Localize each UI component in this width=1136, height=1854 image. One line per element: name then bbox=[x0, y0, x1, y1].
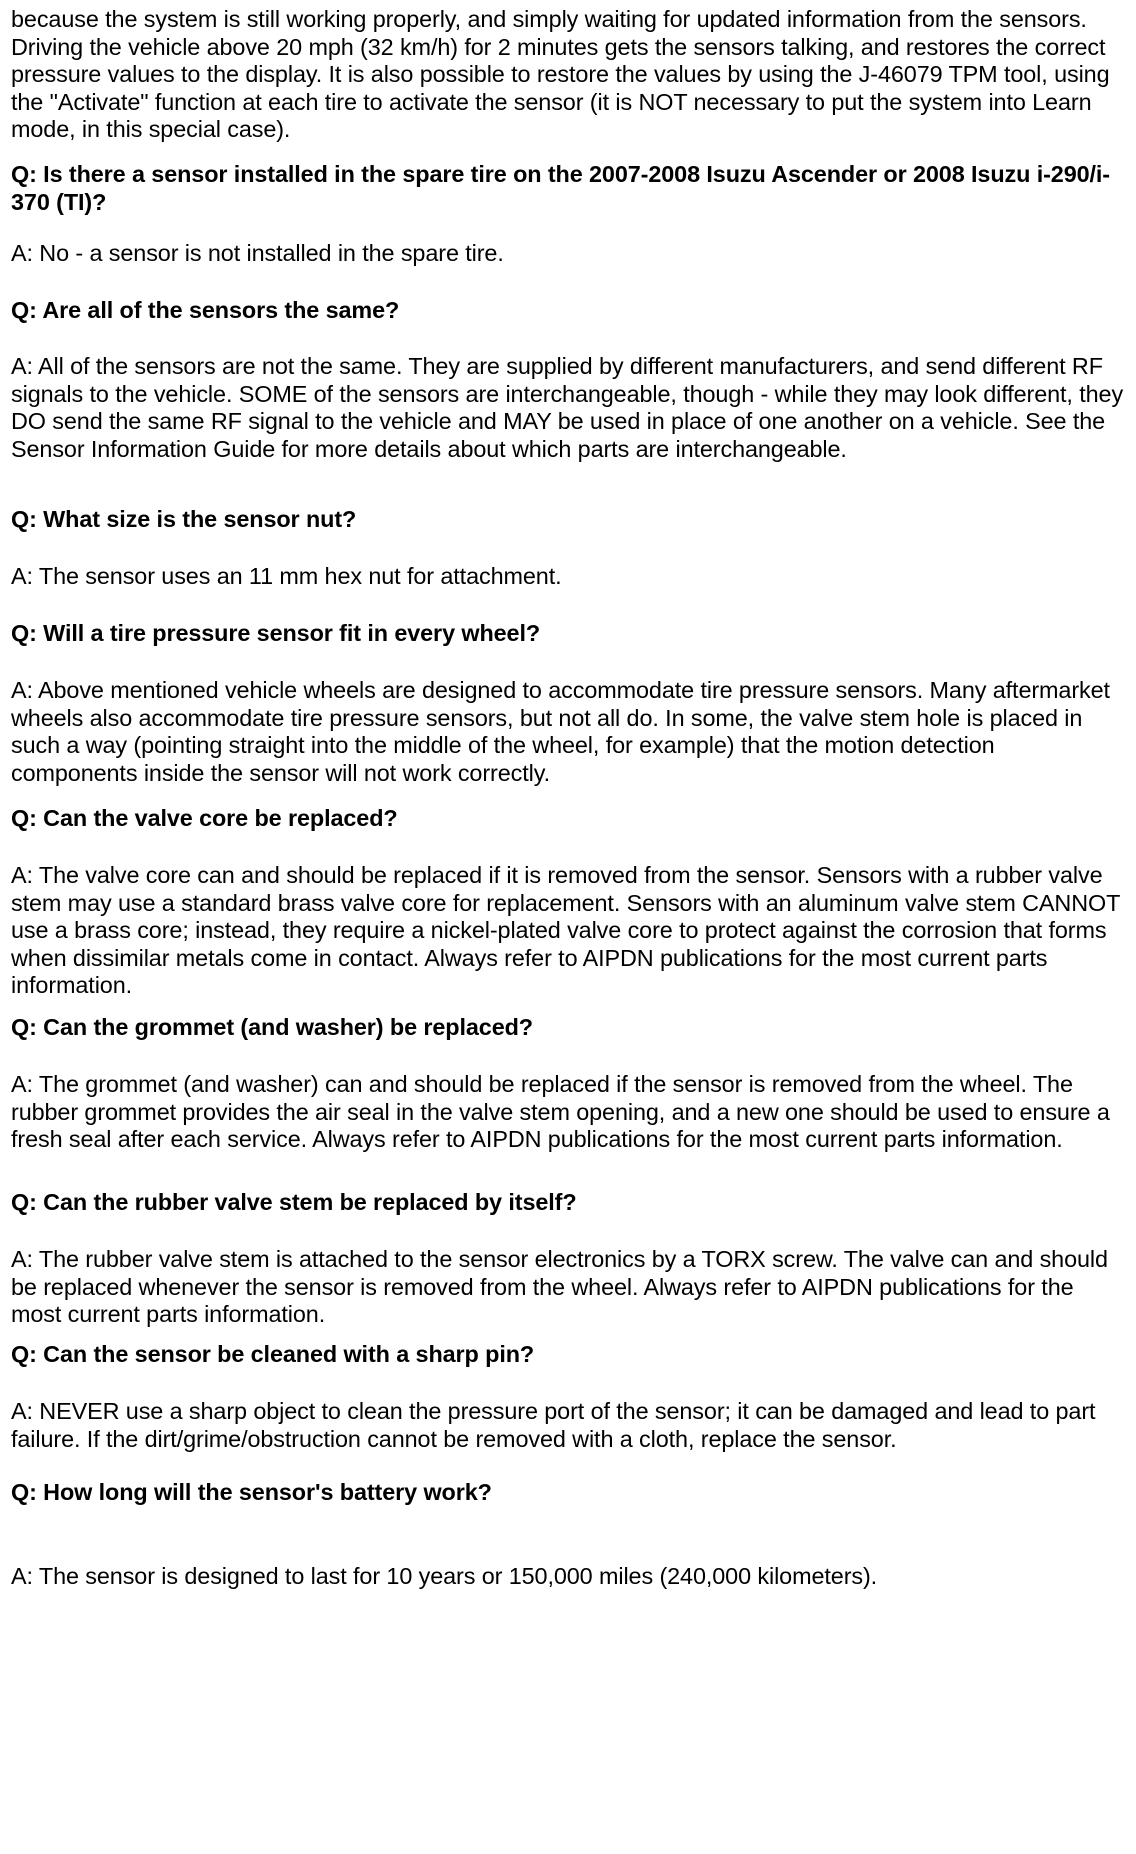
faq-question: Q: Can the rubber valve stem be replaced by itself? bbox=[11, 1189, 577, 1215]
faq-answer: A: The sensor uses an 11 mm hex nut for attachment. bbox=[11, 563, 562, 589]
faq-answer: A: NEVER use a sharp object to clean the pressure port of the sensor; it can be damaged and lead to part failure. If the dirt/grime/obstruction cannot be removed with a cloth, replace the sensor. bbox=[11, 1398, 1096, 1452]
faq-answer: A: The grommet (and washer) can and should be replaced if the sensor is removed from the wheel. The rubber grommet provides the air seal in the valve stem opening, and a new one should be used to ensure a fresh seal after each service. Always refer to AIPDN publications for the most current parts information. bbox=[11, 1071, 1110, 1153]
faq-answer: A: No - a sensor is not installed in the spare tire. bbox=[11, 240, 504, 266]
faq-question: Q: Can the valve core be replaced? bbox=[11, 805, 398, 831]
faq-question: Q: How long will the sensor's battery work? bbox=[11, 1479, 492, 1505]
faq-question: Q: Is there a sensor installed in the spare tire on the 2007-2008 Isuzu Ascender or 2008 Isuzu i-290/i-370 (TI)? bbox=[11, 161, 1110, 215]
faq-answer: A: The rubber valve stem is attached to the sensor electronics by a TORX screw. The valve can and should be replaced whenever the sensor is removed from the wheel. Always refer to AIPDN publications for the most current parts information. bbox=[11, 1246, 1108, 1328]
faq-answer: A: Above mentioned vehicle wheels are designed to accommodate tire pressure sensors. Many aftermarket wheels also accommodate tire pressure sensors, but not all do. In some, the valve stem hole is placed in such a way (pointing straight into the middle of the wheel, for example) that the motion detection components inside the sensor will not work correctly. bbox=[11, 677, 1110, 786]
faq-answer: A: The sensor is designed to last for 10 years or 150,000 miles (240,000 kilometers). bbox=[11, 1563, 878, 1589]
faq-question: Q: Can the sensor be cleaned with a sharp pin? bbox=[11, 1341, 535, 1367]
faq-question: Q: Can the grommet (and washer) be replaced? bbox=[11, 1014, 533, 1040]
intro-paragraph: because the system is still working properly, and simply waiting for updated information from the sensors. Driving the vehicle above 20 mph (32 km/h) for 2 minutes gets the sensors talking, and restores the correct pressure values to the display. It is also possible to restore the values by using the J-46079 TPM tool, using the "Activate" function at each tire to activate the sensor (it is NOT necessary to put the system into Learn mode, in this special case). bbox=[11, 6, 1110, 143]
faq-question: Q: Will a tire pressure sensor fit in every wheel? bbox=[11, 620, 541, 646]
faq-answer: A: All of the sensors are not the same. They are supplied by different manufacturers, and send different RF signals to the vehicle. SOME of the sensors are interchangeable, though - while they may look different, they DO send the same RF signal to the vehicle and MAY be used in place of one another on a vehicle. See the Sensor Information Guide for more details about which parts are interchangeable. bbox=[11, 353, 1124, 462]
faq-answer: A: The valve core can and should be replaced if it is removed from the sensor. Sensors with a rubber valve stem may use a standard brass valve core for replacement. Sensors with an aluminum valve stem CANNOT use a brass core; instead, they require a nickel-plated valve core to protect against the corrosion that forms when dissimilar metals come in contact. Always refer to AIPDN publications for the most current parts information. bbox=[11, 862, 1120, 999]
faq-question: Q: Are all of the sensors the same? bbox=[11, 297, 400, 323]
faq-question: Q: What size is the sensor nut? bbox=[11, 506, 357, 532]
